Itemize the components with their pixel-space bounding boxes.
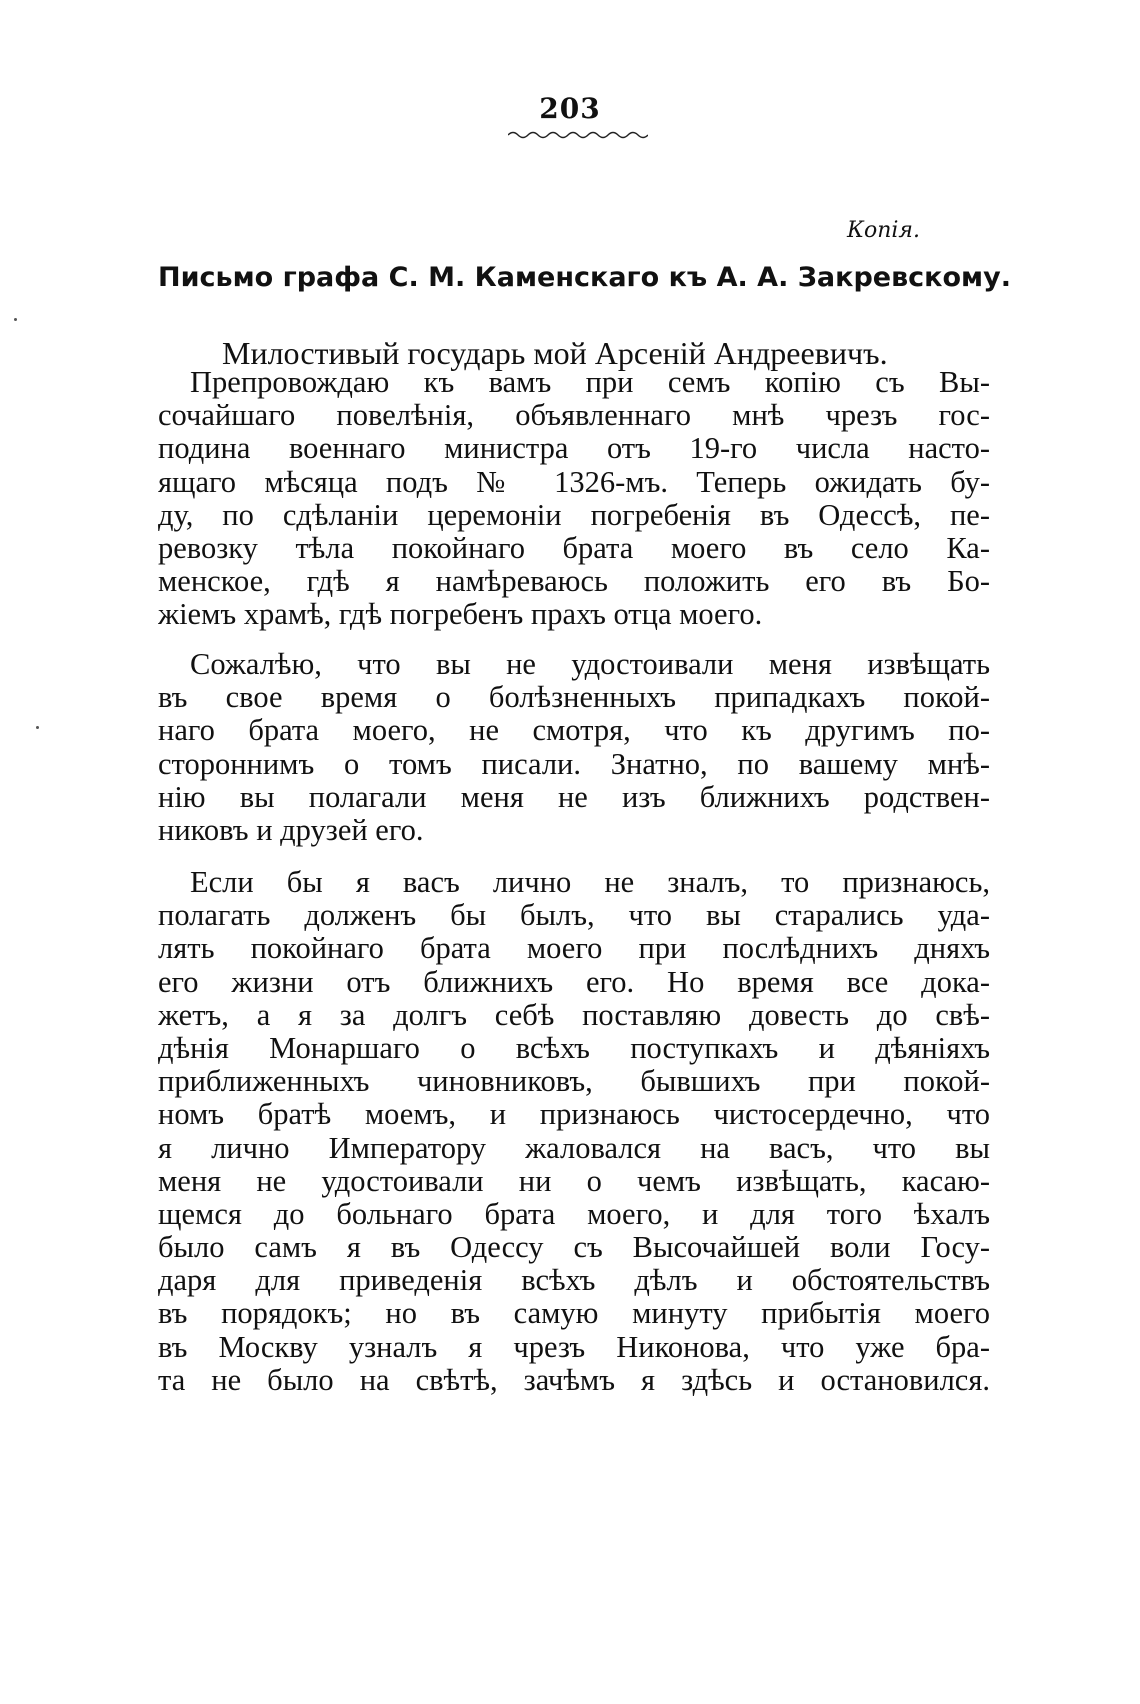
copy-mark: Копія. (846, 218, 920, 243)
text-line: наго брата моего, не смотря, что къ другимъ по- (158, 714, 990, 748)
text-line: Сожалѣю, что вы не удостоивали меня извѣщать (190, 648, 990, 681)
text-line: жетъ, а я за долгъ себѣ поставляю довесть до свѣ- (158, 998, 990, 1032)
text-line: номъ братѣ моемъ, и признаюсь чистосердечно, что (158, 1098, 990, 1132)
salutation: Милостивый государь мой Арсеній Андреевичъ. (222, 335, 888, 371)
text-line: въ порядокъ; но въ самую минуту прибытія моего (158, 1297, 990, 1331)
paragraph-3 (158, 866, 990, 1397)
scan-speck (14, 318, 17, 321)
scan-speck (36, 726, 39, 729)
text-line: Препровождаю къ вамъ при семъ копію съ Вы- (190, 366, 990, 399)
text-line: меня не удостоивали ни о чемъ извѣщать, касаю- (158, 1164, 990, 1198)
letter-title: Письмо графа С. М. Каменскаго къ А. А. Закревскому. (158, 262, 1011, 293)
text-line: никовъ и друзей его. (158, 813, 424, 847)
text-line: въ свое время о болѣзненныхъ припадкахъ покой- (158, 681, 990, 715)
text-line: лять покойнаго брата моего при послѣднихъ дняхъ (158, 932, 990, 966)
text-line: дѣнія Монаршаго о всѣхъ поступкахъ и дѣяніяхъ (158, 1031, 990, 1065)
text-line: ду, по сдѣланіи церемоніи погребенія въ Одессѣ, пе- (158, 498, 990, 532)
text-line: его жизни отъ ближнихъ его. Но время все дока- (158, 965, 990, 999)
text-line: нію вы полагали меня не изъ ближнихъ родствен- (158, 780, 990, 814)
text-line: та не было на свѣтѣ, зачѣмъ я здѣсь и остановился. (158, 1363, 990, 1397)
text-line: въ Москву узналъ я чрезъ Никонова, что уже бра- (158, 1330, 990, 1364)
text-line: менское, гдѣ я намѣреваюсь положить его въ Бо- (158, 565, 990, 599)
text-line: было самъ я въ Одессу съ Высочайшей воли Госу- (158, 1231, 990, 1265)
text-line: сочайшаго повелѣнія, объявленнаго мнѣ чрезъ гос- (158, 399, 990, 433)
text-line: полагать долженъ бы былъ, что вы старались уда- (158, 899, 990, 933)
text-line: даря для приведенія всѣхъ дѣлъ и обстоятельствъ (158, 1264, 990, 1298)
text-line: жіемъ храмѣ, гдѣ погребенъ прахъ отца моего. (158, 598, 763, 632)
paragraph-2 (158, 648, 990, 847)
text-line: ящаго мѣсяца подъ № 1326-мъ. Теперь ожидать бу- (158, 465, 990, 499)
text-line: приближенныхъ чиновниковъ, бывшихъ при покой- (158, 1065, 990, 1099)
text-line: подина военнаго министра отъ 19-го числа насто- (158, 432, 990, 466)
text-line: щемся до больнаго брата моего, и для того ѣхалъ (158, 1197, 990, 1231)
text-line: Если бы я васъ лично не зналъ, то признаюсь, (190, 866, 990, 899)
text-line: стороннимъ о томъ писали. Знатно, по вашему мнѣ- (158, 747, 990, 781)
text-line: ревозку тѣла покойнаго брата моего въ село Ка- (158, 531, 990, 565)
page-number: 203 (539, 92, 601, 125)
wavy-ornament-divider (508, 130, 648, 140)
text-line: я лично Императору жаловался на васъ, что вы (158, 1131, 990, 1165)
paragraph-1 (158, 366, 990, 632)
